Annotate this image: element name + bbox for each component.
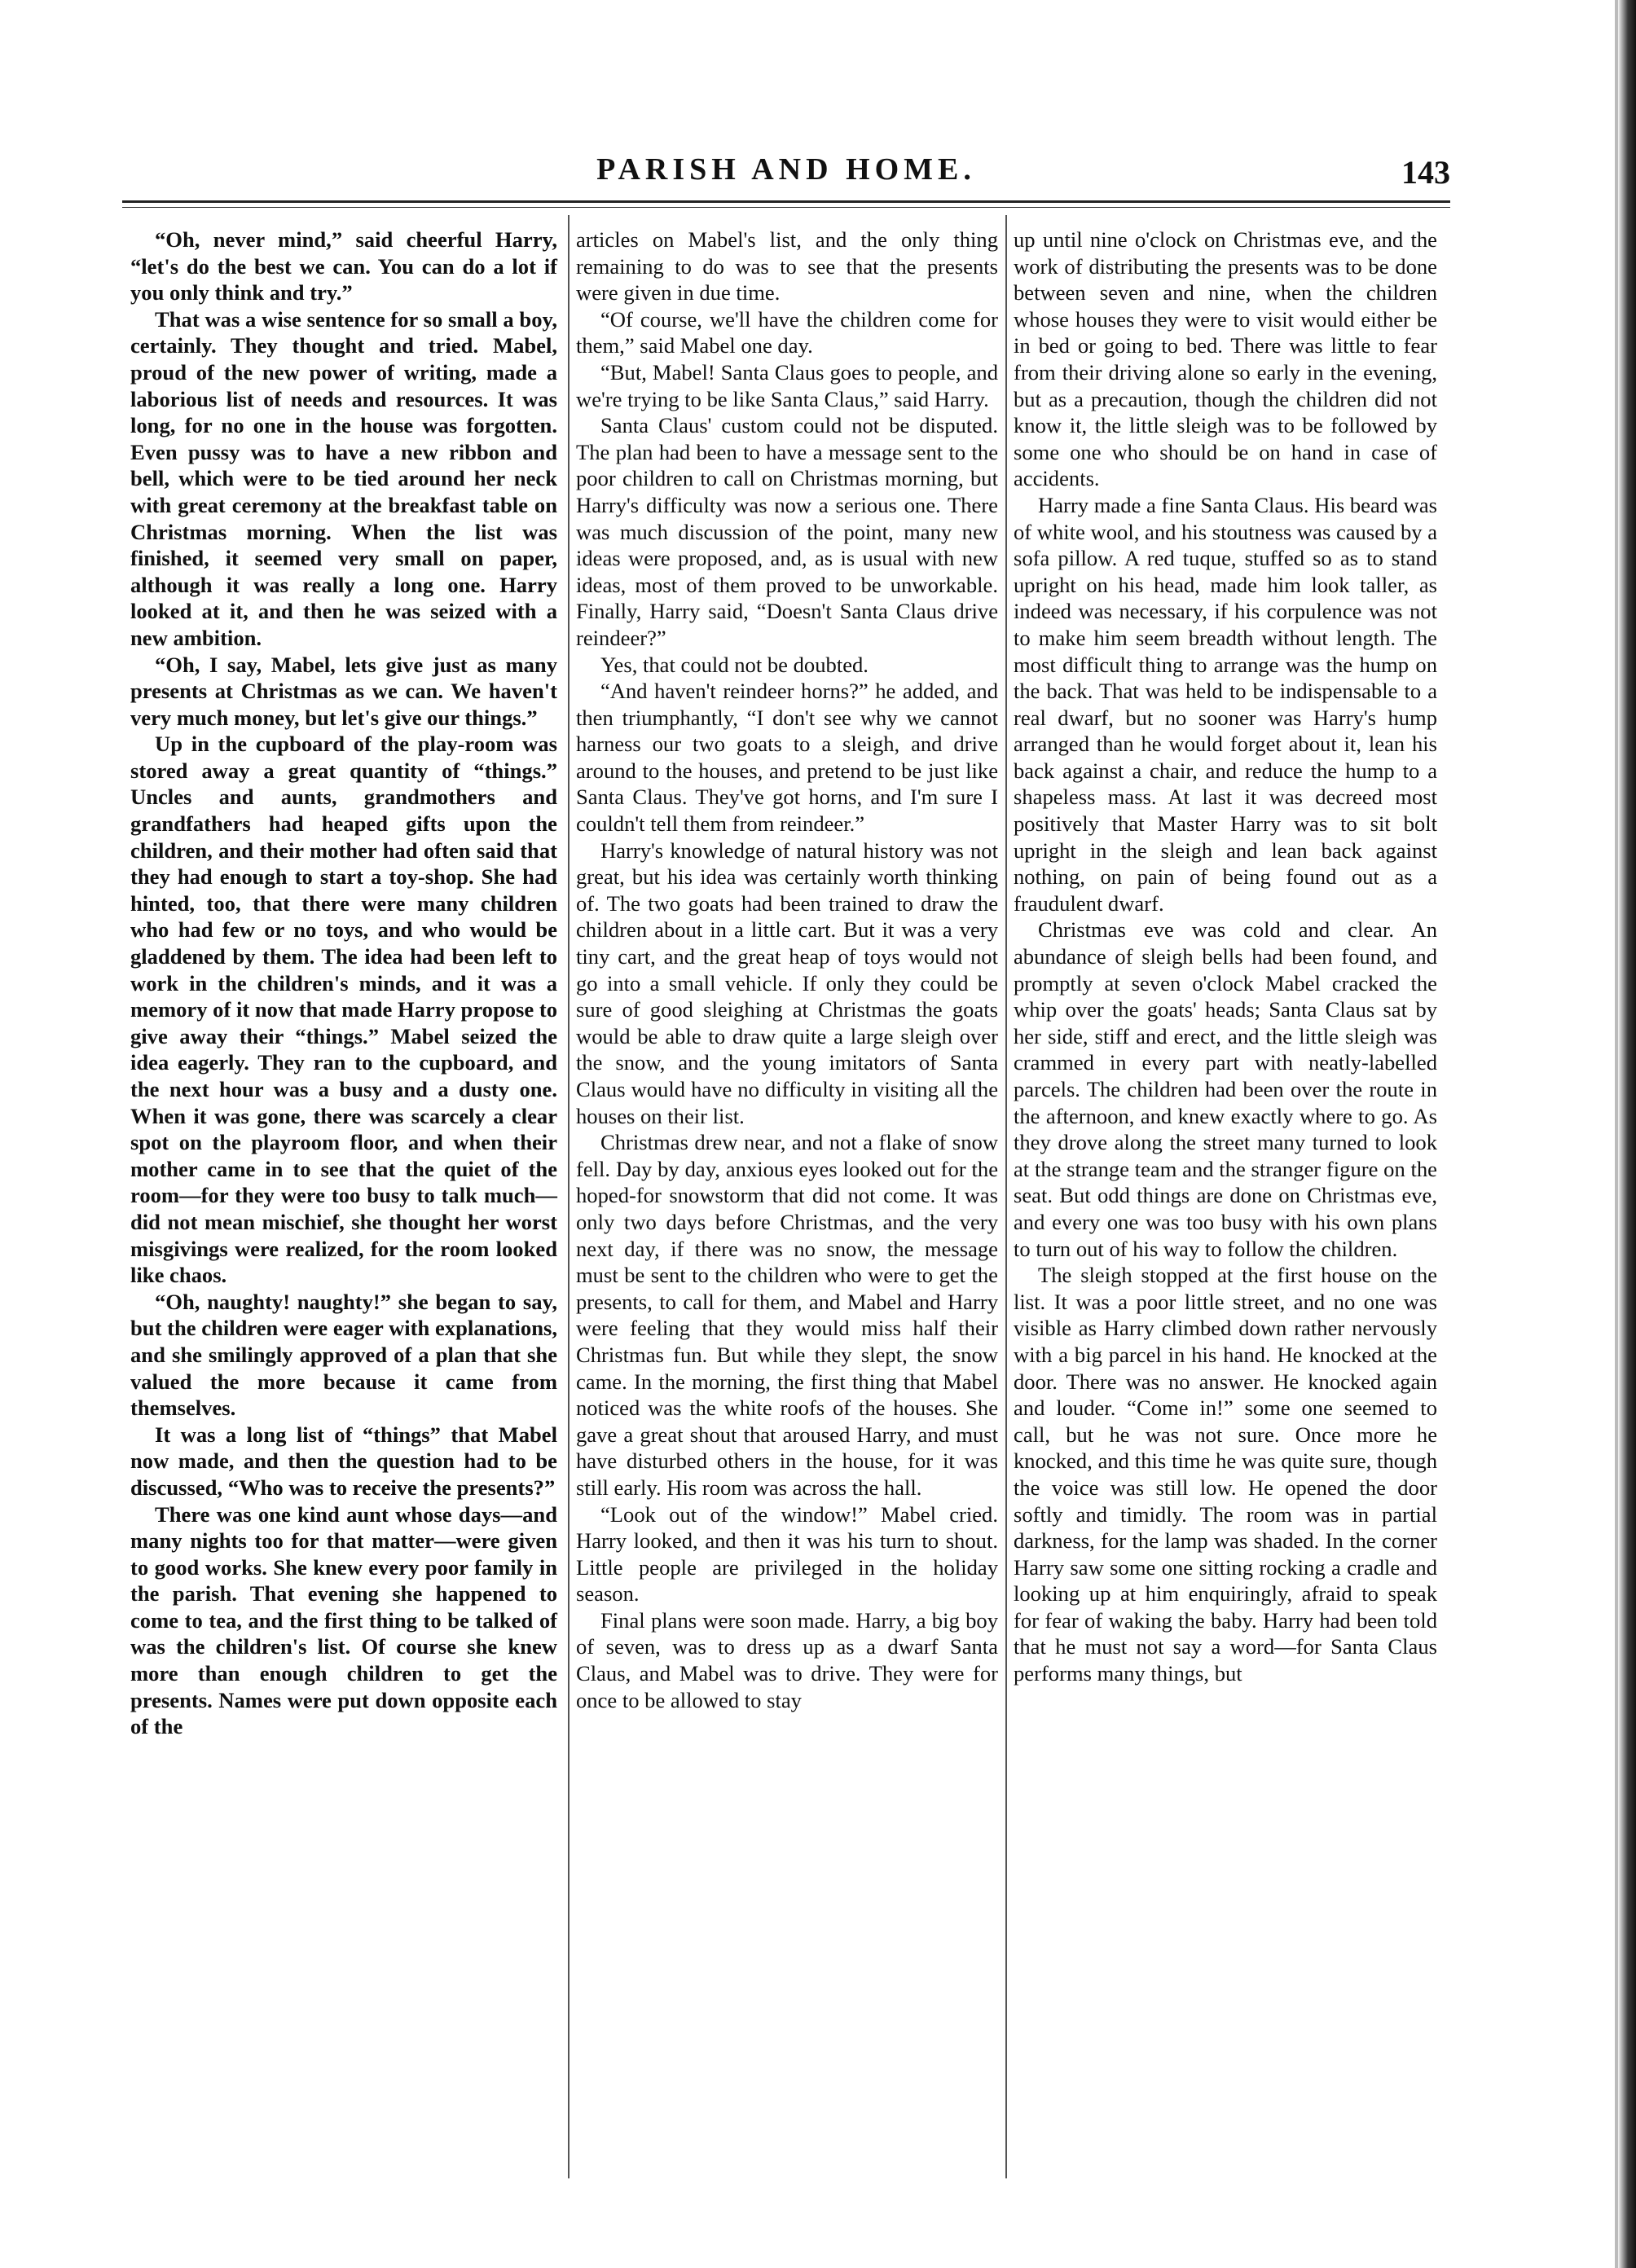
paragraph: “Oh, I say, Mabel, lets give just as many presents at Christmas as we can. We haven't very much money, but let's give our things.” (130, 652, 557, 730)
paragraph: Christmas eve was cold and clear. An abundance of sleigh bells had been found, and promptly at seven o'clock Mabel cracked the whip over the goats' heads; Santa Claus sat by her side, stiff and erect, and the little sleigh was crammed in every part with neatly-labelled parcels. The children had been over the route in the afternoon, and knew exactly where to go. As they drove along the street many turned to look at the strange team and the stranger figure on the seat. But odd things are done on Christmas eve, and every one was too busy with his own plans to turn out of his way to follow the children. (1014, 917, 1437, 1261)
page-header (122, 152, 1450, 200)
running-head: PARISH AND HOME. (596, 152, 976, 187)
paragraph: “Of course, we'll have the children come for them,” said Mabel one day. (576, 306, 998, 358)
paragraph: The sleigh stopped at the first house on the list. It was a poor little street, and no one was visible as Harry climbed down rather nervously with a big parcel in his hand. He knocked at the door. There was no answer. He knocked again and louder. “Come in!” some one seemed to call, but he was not sure. Once more he knocked, and this time he was quite sure, though the voice was still low. He opened the door softly and timidly. The room was in partial darkness, for the lamp was shaded. In the corner Harry saw some one sitting rocking a cradle and looking up at him enquiringly, afraid to speak for fear of waking the baby. Harry had been told that he must not say a word—for Santa Claus performs many things, but (1014, 1263, 1437, 1686)
paragraph: “But, Mabel! Santa Claus goes to people, and we're trying to be like Santa Claus,” said Harry. (576, 359, 998, 411)
page-number: 143 (1401, 154, 1450, 191)
paragraph: “Look out of the window!” Mabel cried. Harry looked, and then it was his turn to shout. Little people are privileged in the holiday season. (576, 1501, 998, 1606)
text-column-1 (130, 226, 557, 1740)
column-divider (568, 215, 570, 2178)
paragraph: Christmas drew near, and not a flake of snow fell. Day by day, anxious eyes looked out for the hoped-for snowstorm that did not come. It was only two days before Christmas, and the very next day, if there was no snow, the message must be sent to the children who were to get the presents, to call for them, and Mabel and Harry were feeling that they would miss half their Christmas fun. But while they slept, the snow came. In the morning, the first thing that Mabel noticed was the white roofs of the houses. She gave a great shout that aroused Harry, and must have disturbed others in the house, for it was still early. His room was across the hall. (576, 1130, 998, 1500)
paragraph: Yes, that could not be doubted. (600, 652, 869, 677)
paragraph: “Oh, never mind,” said cheerful Harry, “let's do the best we can. You can do a lot if you only think and try.” (130, 227, 557, 305)
column-divider (1005, 215, 1007, 2178)
paragraph: “Oh, naughty! naughty!” she began to say, but the children were eager with explanations, and she smilingly approved of a plan that she valued the more because it came from themselves. (130, 1289, 557, 1421)
header-rule-thin (122, 207, 1450, 208)
scan-edge (1618, 0, 1636, 2268)
paragraph: Up in the cupboard of the play-room was stored away a great quantity of “things.” Uncles and aunts, grandmothers and grandfathers had heaped gifts upon the children, and their mother had often said that they had enough to start a toy-shop. She had hinted, too, that there were many children who had few or no toys, and who would be gladdened by them. The idea had been left to work in the children's minds, and it was a memory of it now that made Harry propose to give away their “things.” Mabel seized the idea eagerly. They ran to the cupboard, and the next hour was a busy and a dusty one. When it was gone, there was scarcely a clear spot on the playroom floor, and when their mother came in to see that the quiet of the room—for they were too busy to talk much—did not mean mischief, she thought her worst misgivings were realized, for the room looked like chaos. (130, 732, 557, 1288)
paragraph: Final plans were soon made. Harry, a big boy of seven, was to dress up as a dwarf Santa Claus, and Mabel was to drive. They were for once to be allowed to stay (576, 1607, 998, 1712)
paragraph: It was a long list of “things” that Mabel now made, and then the question had to be discussed, “Who was to receive the presents?” (130, 1422, 557, 1500)
paragraph: Harry's knowledge of natural history was not great, but his idea was certainly worth thinking of. The two goats had been trained to draw the children about in a little cart. But it was a very tiny cart, and the great heap of toys would not go into a small vehicle. If only they could be sure of good sleighing at Christmas the goats would be able to draw quite a large sleigh over the snow, and the young imitators of Santa Claus would have no difficulty in visiting all the houses on their list. (576, 837, 998, 1128)
paragraph: Santa Claus' custom could not be disputed. The plan had been to have a message sent to the poor children to call on Christmas morning, but Harry's difficulty was now a serious one. There was much discussion of the point, many new ideas were proposed, and, as is usual with new ideas, most of them proved to be unworkable. Finally, Harry said, “Doesn't Santa Claus drive reindeer?” (576, 413, 998, 650)
paragraph: That was a wise sentence for so small a boy, certainly. They thought and tried. Mabel, proud of the new power of writing, made a laborious list of needs and resources. It was long, for no one in the house was forgotten. Even pussy was to have a new ribbon and bell, which were to be tied around her neck with great ceremony at the breakfast table on Christmas morning. When the list was finished, it seemed very small on paper, although it was really a long one. Harry looked at it, and then he was seized with a new ambition. (130, 306, 557, 650)
paragraph: There was one kind aunt whose days—and many nights too for that matter—were given to good works. She knew every poor family in the parish. That evening she happened to come to tea, and the first thing to be talked of was the children's list. Of course she knew more than enough children to get the presents. Names were put down opposite each of the (130, 1501, 557, 1739)
paragraph-continued: articles on Mabel's list, and the only thing remaining to do was to see that the presents were given in due time. (576, 227, 998, 305)
paragraph-continued: up until nine o'clock on Christmas eve, and the work of distributing the presents was to be done between seven and nine, when the children whose houses they were to visit would either be in bed or going to bed. There was little to fear from their driving alone so early in the evening, but as a precaution, though the children did not know it, the little sleigh was to be followed by some one who should be on hand in case of accidents. (1014, 227, 1437, 491)
header-rule-thick (122, 200, 1450, 203)
text-column-2 (576, 226, 998, 1713)
paragraph: Harry made a fine Santa Claus. His beard was of white wool, and his stoutness was caused by a sofa pillow. A red tuque, stuffed so as to stand upright on his head, made him look taller, as indeed was necessary, if his corpulence was not to make him seem breadth without length. The most difficult thing to arrange was the hump on the back. That was held to be indispensable to a real dwarf, but no sooner was Harry's hump arranged than he would forget about it, lean his back against a chair, and reduce the hump to a shapeless mass. At last it was decreed most positively that Master Harry was to sit bolt upright in the sleigh and lean back against nothing, on pain of being found out as a fraudulent dwarf. (1014, 492, 1437, 916)
paragraph: “And haven't reindeer horns?” he added, and then triumphantly, “I don't see why we cannot harness our two goats to a sleigh, and drive around to the houses, and pretend to be just like Santa Claus. They've got horns, and I'm sure I couldn't tell them from reindeer.” (576, 679, 998, 837)
text-column-3 (1014, 226, 1437, 1687)
